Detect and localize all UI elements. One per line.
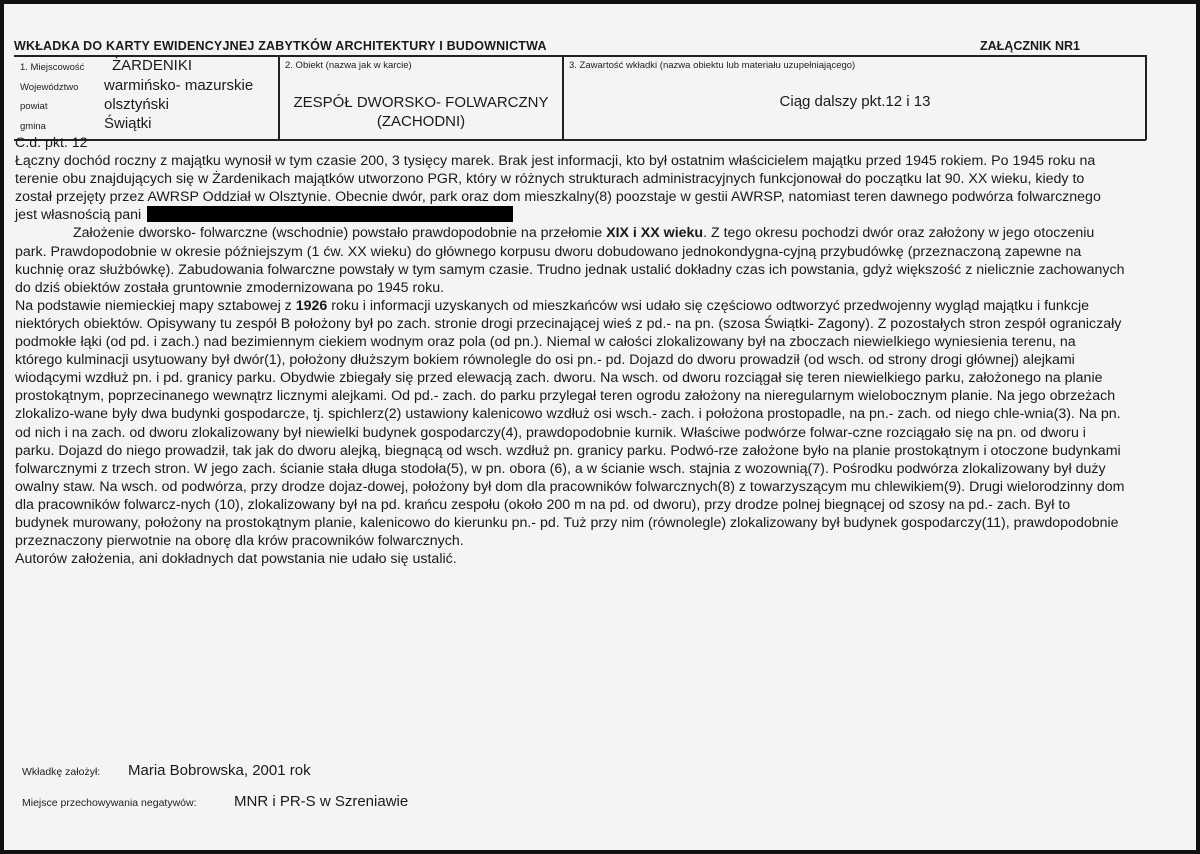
county-value: olsztyński (104, 96, 170, 113)
object-label: 2. Obiekt (nazwa jak w karcie) (285, 60, 412, 71)
paragraph-2-bold: XIX i XX wieku (606, 225, 704, 242)
author-label: Wkładkę założył: (22, 766, 101, 778)
paragraph-3-text-a: Na podstawie niemieckiej mapy sztabowej z (15, 297, 296, 314)
annex-number: ZAŁĄCZNIK NR1 (980, 39, 1080, 53)
municipality-value: Świątki (104, 115, 152, 132)
document-title: WKŁADKA DO KARTY EWIDENCYJNEJ ZABYTKÓW ARCHITEKTURY I BUDOWNICTWA (14, 39, 547, 53)
continuation-heading: C.d. pkt. 12 (15, 135, 88, 151)
paragraph-2-text-a: Założenie dworsko- folwarczne (wschodnie) powstało prawdopodobnie na przełomie (73, 225, 607, 242)
paragraph-3-text-b: roku i informacji uzyskanych od mieszkańców wsi udało się częściowo odtworzyć przedwojenny wygląd majątku i funkcje niektórych obiektów. Opisywany tu zespół B położony był po zach. stronie drogi przecinającej wieś z pd.- na pn. (szosa Świątki- Zagony). Z pozostałych stron zespół ograniczały podmokłe łąki (od pd. i zach.) nad bezimiennym ciekiem wodnym oraz pola (od pn.). Niemal w całości zlokalizowany był na zboczach niewielkiego wyniesienia terenu, na którego kulminacji usytuowany był dwór(1), położony dłuższym bokiem równolegle do osi pn.- pd. Dojazd do dworu prowadził (od wsch. od strony drogi głównej) alejkami wiodącymi wzdłuż pn. i pd. granicy parku. Obydwie zbiegały się przed elewacją zach. dworu. Na wsch. od dworu rozciągał się teren niewielkiego parku, założonego na planie prostokątnym, poprzecinanego wewnątrz licznymi alejkami. Od pd.- zach. do parku przylegał teren ogrodu założony na nieregularnym wielobocznym planie. Na jego obrzeżach zlokalizo-wane były dwa budynki gospodarcze, tj. spichlerz(2) ustawiony kalenicowo wzdłuż osi wsch.- zach. i położona prostopadle, na pn.- zach. od niego chle-wnia(3). Na pn. od nich i na zach. od dworu zlokalizowany był niewielki budynek gospodarczy(4), prawdopodobnie kurnik. Właściwe podwórze folwar-czne rozciągało się na pn. od dworu i parku. Dojazd do niego prowadził, tak jak do dworu alejką, biegnącą od wsch. wzdłuż pn. granicy parku. Podwó-rze założone było na planie prostokątnym i otoczone budynkami folwarcznymi z trzech stron. W jego zach. ścianie stała długa stodoła(5), w pn. obora (6), a w ścianie wsch. stajnia z wozownią(7). Pośrodku podwórza zlokalizowany był duży owalny staw. Na wsch. od podwórza, przy drodze dojaz-dowej, położony był dom dla pracowników folwarcznych(8) z towarzyszącym mu chlewikiem(9). Drugi wielorodzinny dom dla pracowników folwarcz-nych (10), zlokalizowany był na pd. krańcu zespołu (około 200 m na pd. od dworu), przy drodze polnej biegnącej od szosy na pd.- zach. Był to budynek murowany, położony na prostokątnym planie, kalenicowo do kierunku pn.- pd. Tuż przy nim (równolegle) zlokalizowany był budynek gospodarczy(11), prawdopodobnie przeznaczony pierwotnie na oborę dla krów pracowników folwarcznych. (15, 297, 1125, 550)
paragraph-3 (15, 297, 1125, 550)
storage-label: Miejsce przechowywania negatywów: (22, 797, 197, 809)
redaction-bar (147, 206, 513, 222)
county-label: powiat (20, 101, 48, 112)
author-value: Maria Bobrowska, 2001 rok (128, 762, 311, 779)
locality-label: 1. Miejscowość (20, 62, 85, 73)
locality-value: ŻARDENIKI (112, 57, 193, 74)
paragraph-1 (15, 152, 1125, 224)
paragraph-3-bold: 1926 (295, 297, 328, 314)
paragraph-2-text-b: . Z tego okresu pochodzi dwór oraz założony w jego otoczeniu park. Prawdopodobnie w okresie późniejszym (1 ćw. XX wieku) do głównego korpusu dworu dobudowano jednokondygna-cyjną przybudówkę (przeznaczoną zapewne na kuchnię oraz służbówkę). Zabudowania folwarczne powstały w tym samym czasie. Trudno jednak ustalić dokładny czas ich powstania, gdyż większość z nielicznie zachowanych do dziś obiektów została gruntownie zmodernizowana po 1945 roku. (15, 225, 1125, 296)
voivodeship-value: warmińsko- mazurskie (104, 77, 254, 94)
content-value: Ciąg dalszy pkt.12 i 13 (779, 93, 931, 110)
content-label: 3. Zawartość wkładki (nazwa obiektu lub materiału uzupełniającego) (569, 60, 856, 71)
paragraph-4: Autorów założenia, ani dokładnych dat powstania nie udało się ustalić. (15, 551, 457, 568)
object-name-line2: (ZACHODNI) (376, 113, 466, 130)
paragraph-1-text: Łączny dochód roczny z majątku wynosił w tym czasie 200, 3 tysięcy marek. Brak jest informacji, kto był ostatnim właścicielem majątku przed 1945 rokiem. Po 1945 roku na terenie obu znajdujących się w Żardenikach majątków utworzono PGR, który w różnych strukturach administracyjnych funkcjonował do początku lat 90. XX wieku, kiedy to został przejęty przez AWRSP Oddział w Olsztynie. Obecnie dwór, park oraz dom mieszkalny(8) poozstaje w gestii AWRSP, natomiast teren dawnego podwórza folwarcznego jest własnością pani (15, 153, 1101, 224)
paragraph-2 (15, 224, 1125, 296)
voivodeship-label: Województwo (20, 82, 79, 93)
object-name-line1: ZESPÓŁ DWORSKO- FOLWARCZNY (293, 94, 549, 111)
document-body (15, 134, 1125, 568)
municipality-label: gmina (20, 121, 46, 132)
storage-value: MNR i PR-S w Szreniawie (234, 793, 409, 810)
